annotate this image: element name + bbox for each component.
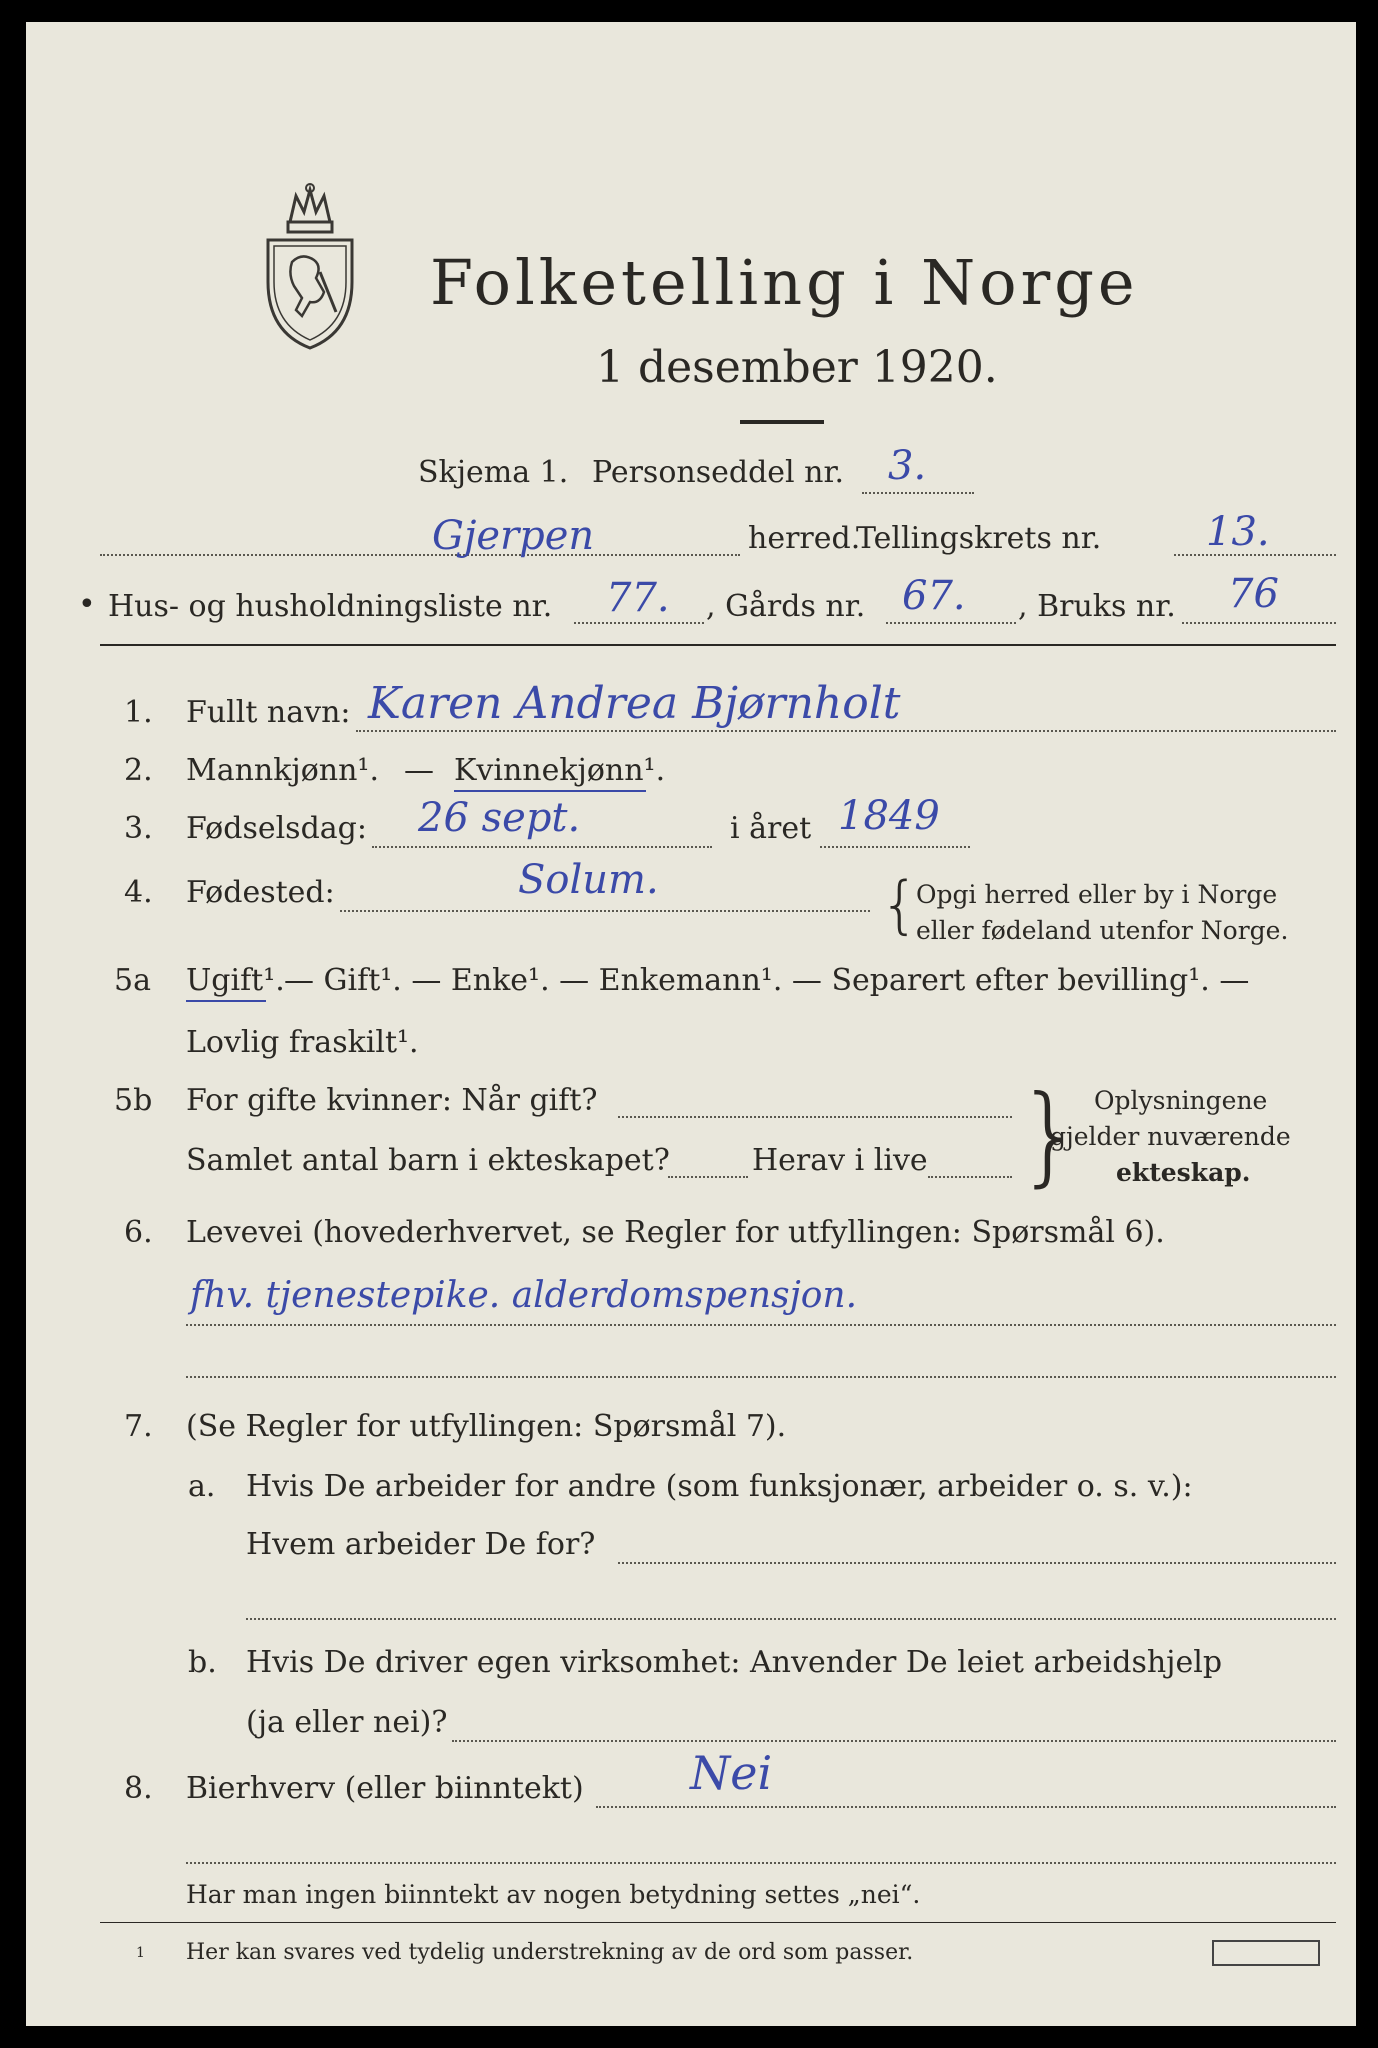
q5b-married-field-line [618, 1116, 1012, 1118]
husliste-value: 77. [606, 575, 670, 621]
q4-note-line1: Opgi herred eller by i Norge [916, 880, 1278, 909]
footnote-mark: 1 [136, 1945, 145, 1961]
herred-field-line [100, 554, 740, 556]
q8-side-income: Nei [690, 1746, 773, 1800]
q5b-alive-label: Herav i live [752, 1143, 928, 1178]
title-rule [740, 420, 824, 424]
skjema-label: Skjema 1. [418, 455, 569, 490]
q5b-children-field-line [668, 1176, 748, 1178]
tellingskrets-value: 13. [1206, 509, 1270, 555]
footnote-rule [100, 1922, 1336, 1923]
form-title: Folketelling i Norge [430, 246, 1139, 319]
census-date: 1 desember 1920. [596, 342, 998, 393]
q1-label: Fullt navn: [186, 695, 351, 730]
gards-field-line [886, 622, 1016, 624]
bruks-label: , Bruks nr. [1018, 589, 1176, 624]
census-form-page [26, 22, 1356, 2026]
bullet-mark: • [78, 587, 96, 622]
personseddel-label: Personseddel nr. [592, 455, 845, 490]
q5a-ugift-option: Ugift¹. [186, 963, 285, 998]
q5a-ugift-underline [186, 1000, 266, 1002]
q2-male-option: Mannkjønn¹. [186, 753, 379, 788]
q2-female-underline [454, 790, 646, 792]
q8-label: Bierhverv (eller biinntekt) [186, 1771, 584, 1806]
q4-field-line [340, 910, 870, 912]
q7a-letter: a. [188, 1469, 216, 1504]
q7-label: (Se Regler for utfyllingen: Spørsmål 7). [186, 1409, 787, 1444]
q1-field-line [356, 730, 1336, 732]
q3-birth-year: 1849 [838, 793, 940, 839]
q3-day-field-line [372, 846, 712, 848]
herred-label: herred. [748, 521, 861, 556]
q1-number: 1. [124, 695, 153, 730]
q5a-other-options: — Gift¹. — Enke¹. — Enkemann¹. — Separert efter bevilling¹. — [284, 963, 1250, 998]
q4-birthplace: Solum. [518, 857, 659, 903]
q2-separator: — [404, 753, 434, 788]
tellingskrets-label: Tellingskrets nr. [856, 521, 1102, 556]
bruks-field-line [1182, 622, 1336, 624]
q3-year-label: i året [730, 811, 812, 846]
q4-number: 4. [124, 875, 153, 910]
q5b-children-label: Samlet antal barn i ekteskapet? [186, 1143, 670, 1178]
q3-birth-day: 26 sept. [418, 795, 581, 841]
q7b-yes-no-label: (ja eller nei)? [246, 1705, 448, 1740]
q6-field-line-2 [186, 1376, 1336, 1378]
q8-field-line-2 [186, 1862, 1336, 1864]
q2-female-option: Kvinnekjønn¹. [454, 753, 666, 788]
q7b-field-line [452, 1740, 1336, 1742]
q7b-question: Hvis De driver egen virksomhet: Anvender De leiet arbeidshjelp [246, 1645, 1223, 1680]
q6-field-line-1 [186, 1324, 1336, 1326]
q5a-fraskilt-option: Lovlig fraskilt¹. [186, 1025, 419, 1060]
q6-occupation: fhv. tjenestepike. alderdomspensjon. [190, 1275, 858, 1316]
q5b-alive-field-line [928, 1176, 1012, 1178]
q6-number: 6. [124, 1215, 153, 1250]
q4-note-brace: { [880, 868, 920, 941]
q6-label: Levevei (hovederhvervet, se Regler for utfyllingen: Spørsmål 6). [186, 1215, 1165, 1250]
q4-note-line2: eller fødeland utenfor Norge. [916, 916, 1289, 945]
q7-number: 7. [124, 1409, 153, 1444]
q7b-letter: b. [188, 1645, 217, 1680]
q8-field-line [596, 1806, 1336, 1808]
q8-note: Har man ingen biinntekt av nogen betydning settes „nei“. [186, 1880, 921, 1909]
q3-label: Fødselsdag: [186, 811, 367, 846]
q7a-field-line-2 [246, 1618, 1336, 1620]
q5a-number: 5a [114, 963, 151, 998]
footnote-text: Her kan svares ved tydelig understrekning av de ord som passer. [186, 1940, 914, 1965]
q4-label: Fødested: [186, 875, 335, 910]
q5b-note-line1: Oplysningene [1094, 1086, 1268, 1115]
q3-year-field-line [820, 846, 970, 848]
husliste-field-line [574, 622, 704, 624]
q7a-question: Hvis De arbeider for andre (som funksjonær, arbeider o. s. v.): [246, 1469, 1193, 1504]
herred-value: Gjerpen [432, 513, 595, 559]
q5b-note-line2: gjelder nuværende [1050, 1122, 1291, 1151]
q7a-employer-label: Hvem arbeider De for? [246, 1527, 596, 1562]
norwegian-coat-of-arms-icon [262, 182, 358, 352]
q5b-note-line3: ekteskap. [1116, 1158, 1251, 1187]
husliste-label: Hus- og husholdningsliste nr. [108, 589, 553, 624]
q8-number: 8. [124, 1771, 153, 1806]
gards-label: , Gårds nr. [706, 589, 866, 624]
q7a-employer-field-line [618, 1562, 1336, 1564]
q5b-number: 5b [114, 1083, 153, 1118]
q5b-married-when: For gifte kvinner: Når gift? [186, 1083, 598, 1118]
bruks-value: 76 [1228, 571, 1279, 617]
header-rule [100, 644, 1336, 646]
q3-number: 3. [124, 811, 153, 846]
q2-number: 2. [124, 753, 153, 788]
personseddel-field-line [862, 492, 974, 494]
gards-value: 67. [902, 573, 966, 619]
personseddel-value: 3. [888, 443, 927, 489]
q5b-note-brace: } [1016, 1073, 1085, 1198]
q1-full-name: Karen Andrea Bjørnholt [368, 678, 901, 729]
printer-stamp [1212, 1940, 1320, 1966]
